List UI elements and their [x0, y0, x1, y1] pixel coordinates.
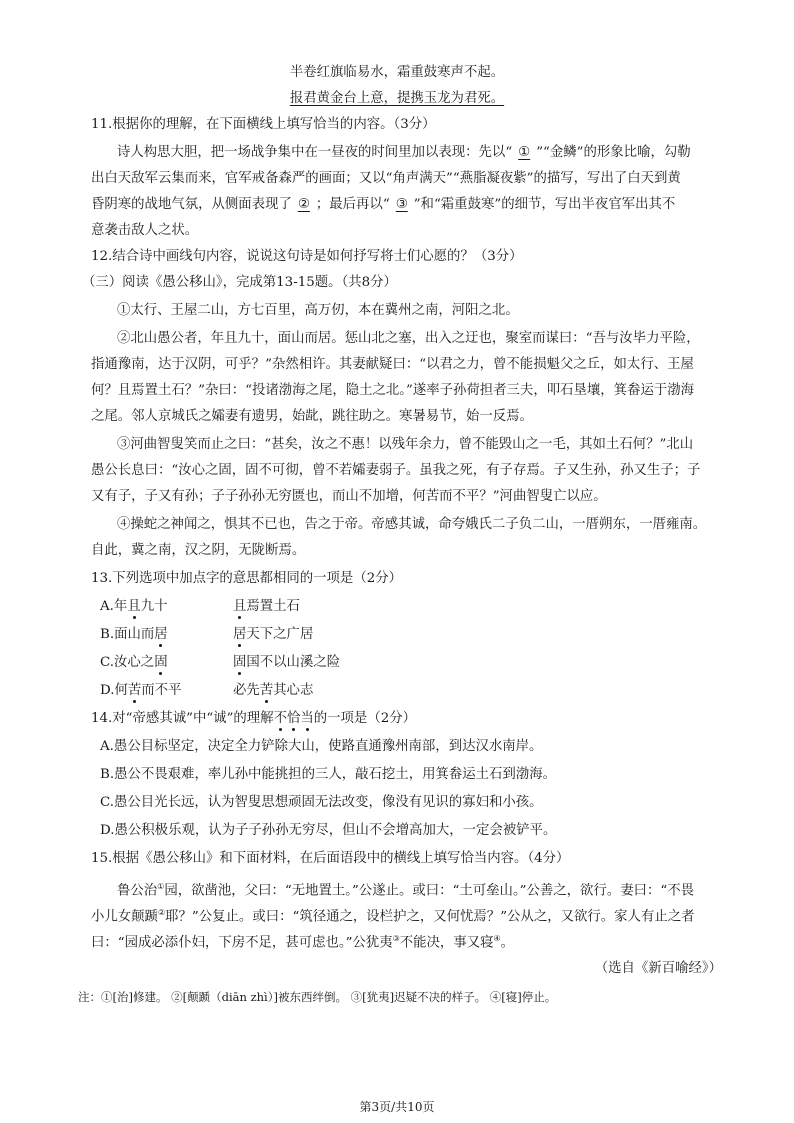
q14-dotted-char-3: 当 — [300, 711, 314, 726]
poem-line-2-underlined — [0, 90, 794, 108]
passage-paragraph-4-line-1: ④操蛇之神闻之，惧其不已也，告之于帝。帝感其诚，命夸娥氏二子负二山，一厝朔东，一厝雍南。 — [117, 517, 707, 532]
q11-text-3c: ”和“霜重鼓寒”的细节，写出半夜官军出其不 — [413, 197, 676, 212]
q11-text-3b: ；最后再以“ — [315, 197, 390, 212]
q14-option-d: D.愚公积极乐观，认为子子孙孙无穷尽，但山不会增高加大，一定会被铲平。 — [100, 823, 557, 838]
q13-d-right-dotted-char: 苦 — [259, 683, 274, 698]
q11-text-1a: 诗人构思大胆，把一场战争集中在一昼夜的时间里加以表现：先以“ — [117, 145, 513, 160]
q13-a-text-end: 九十 — [140, 599, 168, 614]
passage-paragraph-3-line-2: 愚公长息曰：“汝心之固，固不可彻，曾不若孀妻弱子。虽我之死，有子存焉。子又生孙，孙又生子；子 — [91, 463, 701, 478]
q14-stem — [91, 710, 416, 728]
q15-note-ref-1: ① — [157, 882, 165, 891]
q13-b-right-dotted-char: 居 — [233, 627, 247, 642]
q13-option-b-left — [100, 626, 168, 644]
q15-source: （选自《新百喻经》） — [594, 961, 722, 976]
q15-note-ref-2: ② — [157, 908, 166, 917]
q11-line-1 — [117, 144, 691, 162]
q11-text-3a: 昏阴寒的战地气氛，从侧面表现了 — [91, 197, 292, 212]
passage-paragraph-3-line-3: 又有子，子又有孙；子子孙孙无穷匮也，而山不加增，何苦而不平？”河曲智叟亡以应。 — [91, 489, 607, 504]
q11-blank-1: ① — [518, 145, 531, 160]
q13-a-right-text-end: 焉置土石 — [246, 599, 300, 614]
q13-d-text-end: 而不平 — [141, 683, 182, 698]
passage-paragraph-2-line-1: ②北山愚公者，年且九十，面山而居。惩山北之塞，出入之迂也，聚室而谋曰：“吾与汝毕力平险， — [117, 331, 700, 346]
q11-blank-2: ② — [297, 197, 310, 212]
q11-text-1b: ”“金鳞”的形象比喻，勾勒 — [536, 145, 691, 160]
q15-notes: 注：①[治]修建。 ②[颠踬（diān zhì）]被东西绊倒。 ③[犹夷]迟疑不决的样子。 ④[寝]停止。 — [78, 990, 557, 1004]
q14-option-b: B.愚公不畏艰难，率儿孙中能挑担的三人，敲石挖土，用箕畚运土石到渤海。 — [100, 767, 556, 782]
q15-m2-text-b: 耶？”公复止。或曰：“筑径通之，设栏护之，又何忧焉？”公从之，又欲行。家人有止之者 — [165, 909, 695, 925]
q14-stem-text: 14.对“帝感其诚”中“诚”的理解 — [91, 711, 274, 726]
q15-material-line-1 — [117, 878, 694, 900]
q15-m3-text: 曰：“园成必添仆妇，下房不足，甚可虑也。”公犹夷 — [91, 935, 393, 951]
q15-note-ref-3: ③ — [392, 934, 400, 943]
q11-line-2: 出白天敌军云集而来，官军戒备森严的画面；又以“角声满天”“燕脂凝夜紫”的描写，写出了白天到黄 — [91, 171, 681, 186]
q13-option-c-right — [233, 654, 340, 672]
q13-a-right-dotted-char: 且 — [233, 599, 247, 614]
q15-m2-text: 小儿女颠踬 — [91, 909, 158, 925]
passage-paragraph-3-line-1: ③河曲智叟笑而止之曰：“甚矣，汝之不惠！以残年余力，曾不能毁山之一毛，其如土石何？”北山 — [117, 437, 694, 452]
q14-option-c: C.愚公目光长远，认为智叟思想顽固无法改变，像没有见识的寡妇和小孩。 — [100, 795, 543, 810]
q11-stem: 11.根据你的理解，在下面横线上填写恰当的内容。（3分） — [91, 117, 436, 132]
q13-d-right-text: 必先 — [233, 683, 260, 698]
q13-c-right-dotted-char: 固 — [233, 655, 247, 670]
poem-line-2-text: 报君黄金台上意，提携玉龙为君死。 — [289, 91, 505, 106]
passage-paragraph-4-line-2: 自此，冀之南，汉之阴，无陇断焉。 — [91, 543, 306, 558]
q13-d-right-text-end: 其心志 — [273, 683, 314, 698]
section-3-title: （三）阅读《愚公移山》，完成第13-15题。（共8分） — [82, 275, 397, 290]
passage-paragraph-2-line-3: 何？且焉置土石？”杂曰：“投诸渤海之尾，隐土之北。”遂率子孙荷担者三夫，叩石垦壤，箕畚运于渤海 — [91, 383, 695, 398]
q11-line-3 — [91, 196, 675, 214]
q14-option-a: A.愚公目标坚定，决定全力铲除大山，使路直通豫州南部，到达汉水南岸。 — [100, 739, 543, 754]
q15-m3-text-b: 不能决，事又寝 — [399, 935, 494, 951]
q12-stem: 12.结合诗中画线句内容，说说这句诗是如何抒写将士们心愿的？（3分） — [91, 249, 523, 264]
q13-option-b-right — [233, 626, 313, 644]
q13-c-text: C.汝心之 — [100, 655, 155, 670]
q13-b-dotted-char: 居 — [154, 627, 168, 642]
q15-material-line-3 — [91, 930, 514, 952]
q15-m1-text-b: 园，欲凿池，父曰：“无地置土。”公遂止。或曰：“土可垒山。”公善之，欲行。妻曰：“不畏 — [164, 883, 695, 899]
q15-note-ref-4: ④ — [493, 934, 501, 943]
q15-material-line-2 — [91, 904, 695, 926]
q15-m1-text: 鲁公治 — [117, 883, 158, 899]
q15-m3-text-c: 。 — [500, 935, 515, 951]
q13-a-text: A.年 — [100, 599, 128, 614]
q13-b-text: B.面山而 — [100, 627, 155, 642]
passage-paragraph-1: ①太行、王屋二山，方七百里，高万仞，本在冀州之南，河阳之北。 — [117, 303, 519, 318]
q14-stem-text-end: 的一项是（2分） — [313, 711, 417, 726]
q13-c-dotted-char: 固 — [154, 655, 168, 670]
q13-option-d-right — [233, 682, 313, 700]
q13-option-c-left — [100, 654, 168, 672]
q14-dotted-char-1: 不 — [273, 711, 287, 726]
q13-d-text: D.何 — [100, 683, 128, 698]
q15-stem: 15.根据《愚公移山》和下面材料，在后面语段中的横线上填写恰当内容。（4分） — [91, 851, 570, 866]
q13-d-dotted-char: 苦 — [127, 683, 142, 698]
page-number: 第3页/共10页 — [359, 1100, 435, 1114]
poem-line-1: 半卷红旗临易水，霜重鼓寒声不起。 — [289, 65, 505, 80]
q13-b-right-text-end: 天下之广居 — [246, 627, 314, 642]
q13-option-a-right — [233, 598, 300, 616]
passage-paragraph-2-line-2: 指通豫南，达于汉阴，可乎？”杂然相许。其妻献疑曰：“以君之力，曾不能损魁父之丘，如太行、王屋 — [91, 357, 694, 372]
q13-stem: 13.下列选项中加点字的意思都相同的一项是（2分） — [91, 571, 403, 586]
passage-paragraph-2-line-4: 之尾。邻人京城氏之孀妻有遗男，始龀，跳往助之。寒暑易节，始一反焉。 — [91, 409, 533, 424]
q13-a-dotted-char: 且 — [127, 599, 141, 614]
q14-dotted-char-2: 恰 — [286, 711, 301, 726]
q13-option-a-left — [100, 598, 168, 616]
q11-line-4: 意袭击敌人之状。 — [91, 223, 199, 238]
q13-option-d-left — [100, 682, 181, 700]
q11-blank-3: ③ — [395, 197, 408, 212]
q13-c-right-text-end: 国不以山溪之险 — [246, 655, 341, 670]
